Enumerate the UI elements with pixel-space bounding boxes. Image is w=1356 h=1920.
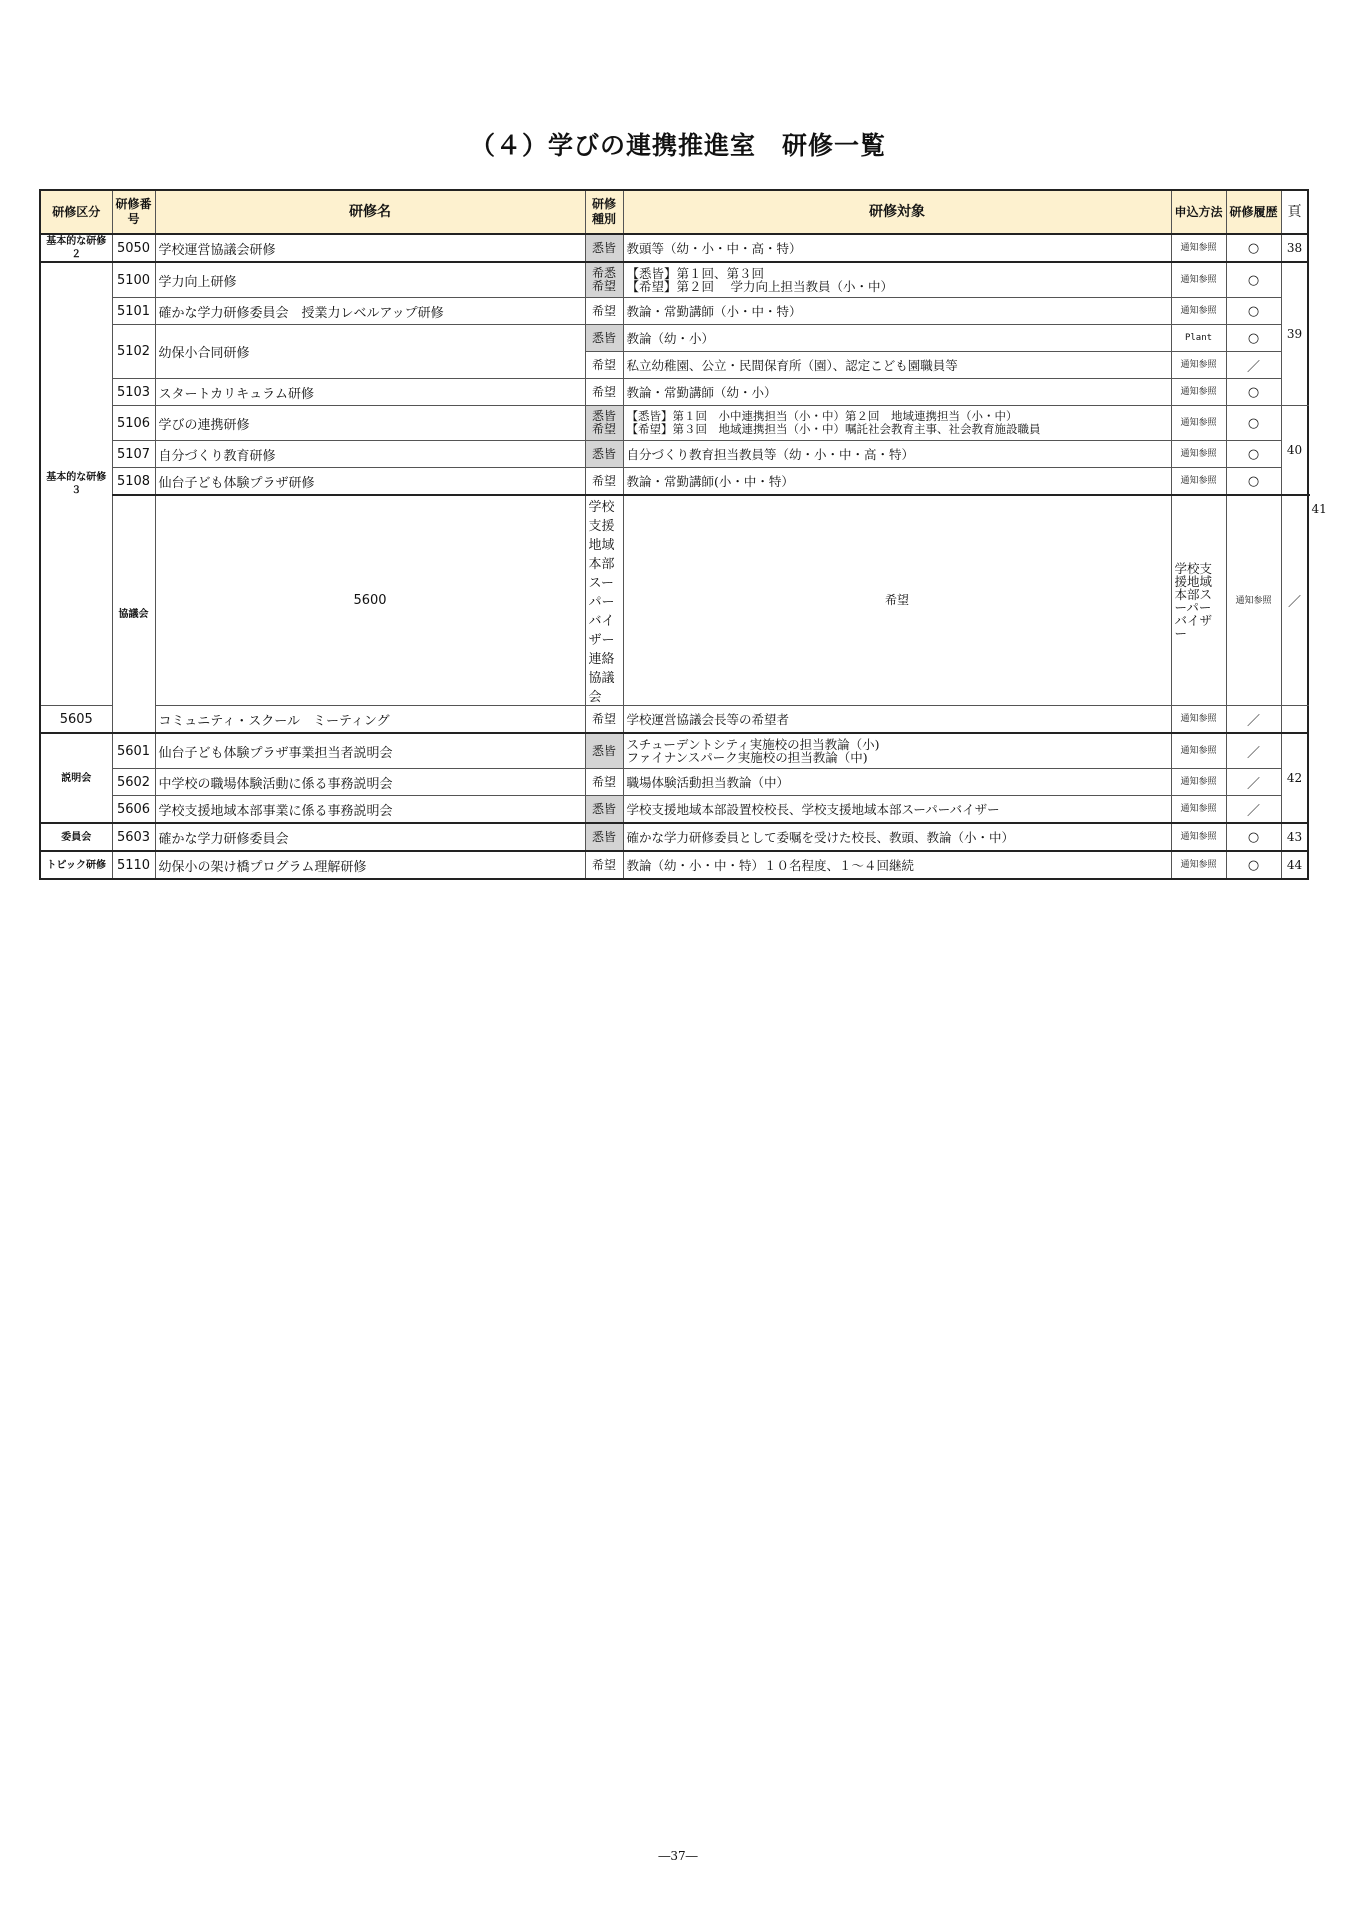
history-cell: ／ (1226, 796, 1281, 824)
name-cell: 学校運営協議会研修 (155, 234, 585, 262)
name-cell: 中学校の職場体験活動に係る事務説明会 (155, 769, 585, 796)
target-cell (623, 262, 1171, 298)
apply-cell: 通知参照 (1171, 706, 1226, 734)
number-cell: 5606 (112, 796, 155, 824)
name-cell: 学力向上研修 (155, 262, 585, 298)
apply-cell: 通知参照 (1171, 769, 1226, 796)
apply-cell: 通知参照 (1171, 406, 1226, 441)
target-cell: 確かな学力研修委員として委嘱を受けた校長、教頭、教論（小・中） (623, 823, 1171, 851)
apply-cell: 通知参照 (1171, 298, 1226, 325)
category-cell: 基本的な研修３ (40, 262, 112, 706)
history-cell: ○ (1226, 406, 1281, 441)
target-cell: 自分づくり教育担当教員等（幼・小・中・高・特） (623, 441, 1171, 468)
apply-cell: 通知参照 (1226, 495, 1281, 706)
name-cell: 仙台子ども体験プラザ事業担当者説明会 (155, 733, 585, 769)
kind-cell (585, 262, 623, 298)
history-cell: ／ (1281, 495, 1308, 706)
history-cell: ○ (1226, 823, 1281, 851)
page-cell: 42 (1281, 733, 1308, 823)
header-name: 研修名 (155, 190, 585, 234)
kind-cell (585, 406, 623, 441)
target-cell: 教論（幼・小・中・特）１０名程度、１～４回継続 (623, 851, 1171, 879)
name-cell: 学校支援地域本部スーパーバイザー連絡協議会 (585, 495, 623, 706)
table-row (40, 733, 1308, 769)
number-cell: 5602 (112, 769, 155, 796)
target-cell: 教論・常勤講師(小・中・特） (623, 468, 1171, 496)
target-lines: スチューデントシティ実施校の担当教論（小) ファイナンスパーク実施校の担当教論（中) (626, 737, 880, 765)
page-number: ―37― (658, 1849, 698, 1863)
name-cell: 確かな学力研修委員会 (155, 823, 585, 851)
kind-cell: 悉皆 (585, 234, 623, 262)
target-lines: 【悉皆】第１回、第３回 【希望】第２回 学力向上担当教員（小・中） (626, 266, 893, 294)
apply-cell: 通知参照 (1171, 468, 1226, 496)
apply-cell: 通知参照 (1171, 441, 1226, 468)
table-row (40, 851, 1308, 879)
kind-cell: 希望 (585, 298, 623, 325)
apply-cell: Plant (1171, 325, 1226, 352)
page-title: （４）学びの連携推進室 研修一覧 (469, 131, 886, 160)
history-cell: ○ (1226, 298, 1281, 325)
number-cell: 5601 (112, 733, 155, 769)
name-cell: 学びの連携研修 (155, 406, 585, 441)
kind-cell: 希望 (585, 851, 623, 879)
page-cell: 44 (1281, 851, 1308, 879)
header-number: 研修番号 (112, 190, 155, 234)
table-row (40, 262, 1308, 298)
apply-cell: 通知参照 (1171, 379, 1226, 406)
target-cell (623, 733, 1171, 769)
table-row (40, 706, 1308, 734)
kind-cell: 希望 (585, 468, 623, 496)
number-cell: 5100 (112, 262, 155, 298)
history-cell: ○ (1226, 468, 1281, 496)
history-cell: ○ (1226, 379, 1281, 406)
name-cell: スタートカリキュラム研修 (155, 379, 585, 406)
apply-cell: 通知参照 (1171, 352, 1226, 379)
number-cell: 5050 (112, 234, 155, 262)
history-cell: ○ (1226, 851, 1281, 879)
target-cell: 学校支援地域本部設置校校長、学校支援地域本部スーパーバイザー (623, 796, 1171, 824)
kind-cell: 希望 (585, 769, 623, 796)
kind-cell: 希望 (585, 706, 623, 734)
name-cell: 自分づくり教育研修 (155, 441, 585, 468)
table-row: 協議会 5600 学校支援地域本部スーパーバイザー連絡協議会 希望 学校支援地域本部スーパーバイザー 通知参照 ／ 41 (40, 495, 1308, 706)
name-cell: コミュニティ・スクール ミーティング (155, 706, 585, 734)
history-cell: ○ (1226, 325, 1281, 352)
kind-cell: 悉皆 (585, 733, 623, 769)
number-cell: 5103 (112, 379, 155, 406)
apply-cell: 通知参照 (1171, 823, 1226, 851)
history-cell: ／ (1226, 769, 1281, 796)
table-row (40, 325, 1308, 352)
target-cell: 学校運営協議会長等の希望者 (623, 706, 1171, 734)
header-apply: 申込方法 (1171, 190, 1226, 234)
page-cell: 39 (1281, 262, 1308, 406)
kind-cell: 希望 (585, 352, 623, 379)
number-cell: 5603 (112, 823, 155, 851)
target-cell: 教頭等（幼・小・中・高・特） (623, 234, 1171, 262)
table-row (40, 441, 1308, 468)
kind-cell: 悉皆 (585, 796, 623, 824)
category-cell: 協議会 (112, 495, 155, 733)
history-cell: ／ (1226, 733, 1281, 769)
apply-cell: 通知参照 (1171, 851, 1226, 879)
table-row (40, 234, 1308, 262)
table-row (40, 406, 1308, 441)
number-cell: 5101 (112, 298, 155, 325)
kind-line: 希悉 希望 (591, 266, 616, 293)
kind-line: 悉皆 希望 (591, 409, 616, 436)
target-cell: 教論（幼・小） (623, 325, 1171, 352)
page-cell: 43 (1281, 823, 1308, 851)
table-row (40, 379, 1308, 406)
table-row (40, 468, 1308, 496)
number-cell: 5600 (155, 495, 585, 706)
history-cell: ○ (1226, 262, 1281, 298)
history-cell: ○ (1226, 234, 1281, 262)
category-cell: トピック研修 (40, 851, 112, 879)
header-target: 研修対象 (623, 190, 1171, 234)
apply-cell: 通知参照 (1171, 234, 1226, 262)
target-cell: 学校支援地域本部スーパーバイザー (1171, 495, 1226, 706)
header-row (40, 190, 1308, 234)
table-row (40, 769, 1308, 796)
history-cell: ／ (1226, 706, 1281, 734)
table-row (40, 796, 1308, 824)
kind-cell: 悉皆 (585, 823, 623, 851)
number-cell: 5110 (112, 851, 155, 879)
number-cell: 5605 (40, 706, 112, 734)
name-cell: 幼保小合同研修 (155, 325, 585, 379)
header-page: 頁 (1281, 190, 1308, 234)
category-cell: 説明会 (40, 733, 112, 823)
header-category: 研修区分 (40, 190, 112, 234)
history-cell: ／ (1226, 352, 1281, 379)
target-cell (623, 406, 1171, 441)
name-cell: 仙台子ども体験プラザ研修 (155, 468, 585, 496)
number-cell: 5106 (112, 406, 155, 441)
category-cell: 委員会 (40, 823, 112, 851)
number-cell: 5107 (112, 441, 155, 468)
header-kind: 研修種別 (585, 190, 623, 234)
target-cell: 教論・常勤講師（幼・小） (623, 379, 1171, 406)
kind-cell: 希望 (585, 379, 623, 406)
table-row (40, 823, 1308, 851)
category-cell: 基本的な研修２ (40, 234, 112, 262)
kind-cell: 悉皆 (585, 441, 623, 468)
apply-cell: 通知参照 (1171, 796, 1226, 824)
name-cell: 確かな学力研修委員会 授業力レベルアップ研修 (155, 298, 585, 325)
page-cell: 38 (1281, 234, 1308, 262)
number-cell: 5102 (112, 325, 155, 379)
target-cell: 職場体験活動担当教論（中） (623, 769, 1171, 796)
training-table (39, 189, 1327, 880)
apply-cell: 通知参照 (1171, 262, 1226, 298)
table-row (40, 298, 1308, 325)
page-cell: 40 (1281, 406, 1308, 496)
header-history: 研修履歴 (1226, 190, 1281, 234)
number-cell: 5108 (112, 468, 155, 496)
kind-cell: 希望 (623, 495, 1171, 706)
history-cell: ○ (1226, 441, 1281, 468)
kind-cell: 悉皆 (585, 325, 623, 352)
target-lines: 【悉皆】第１回 小中連携担当（小・中）第２回 地域連携担当（小・中） 【希望】第３回 地域連携担当（小・中）嘱託社会教育主事、社会教育施設職員 (626, 409, 1041, 436)
apply-cell: 通知参照 (1171, 733, 1226, 769)
name-cell: 幼保小の架け橋プログラム理解研修 (155, 851, 585, 879)
target-cell: 教論・常勤講師（小・中・特） (623, 298, 1171, 325)
target-cell: 私立幼稚園、公立・民間保育所（園）、認定こども園職員等 (623, 352, 1171, 379)
name-cell: 学校支援地域本部事業に係る事務説明会 (155, 796, 585, 824)
